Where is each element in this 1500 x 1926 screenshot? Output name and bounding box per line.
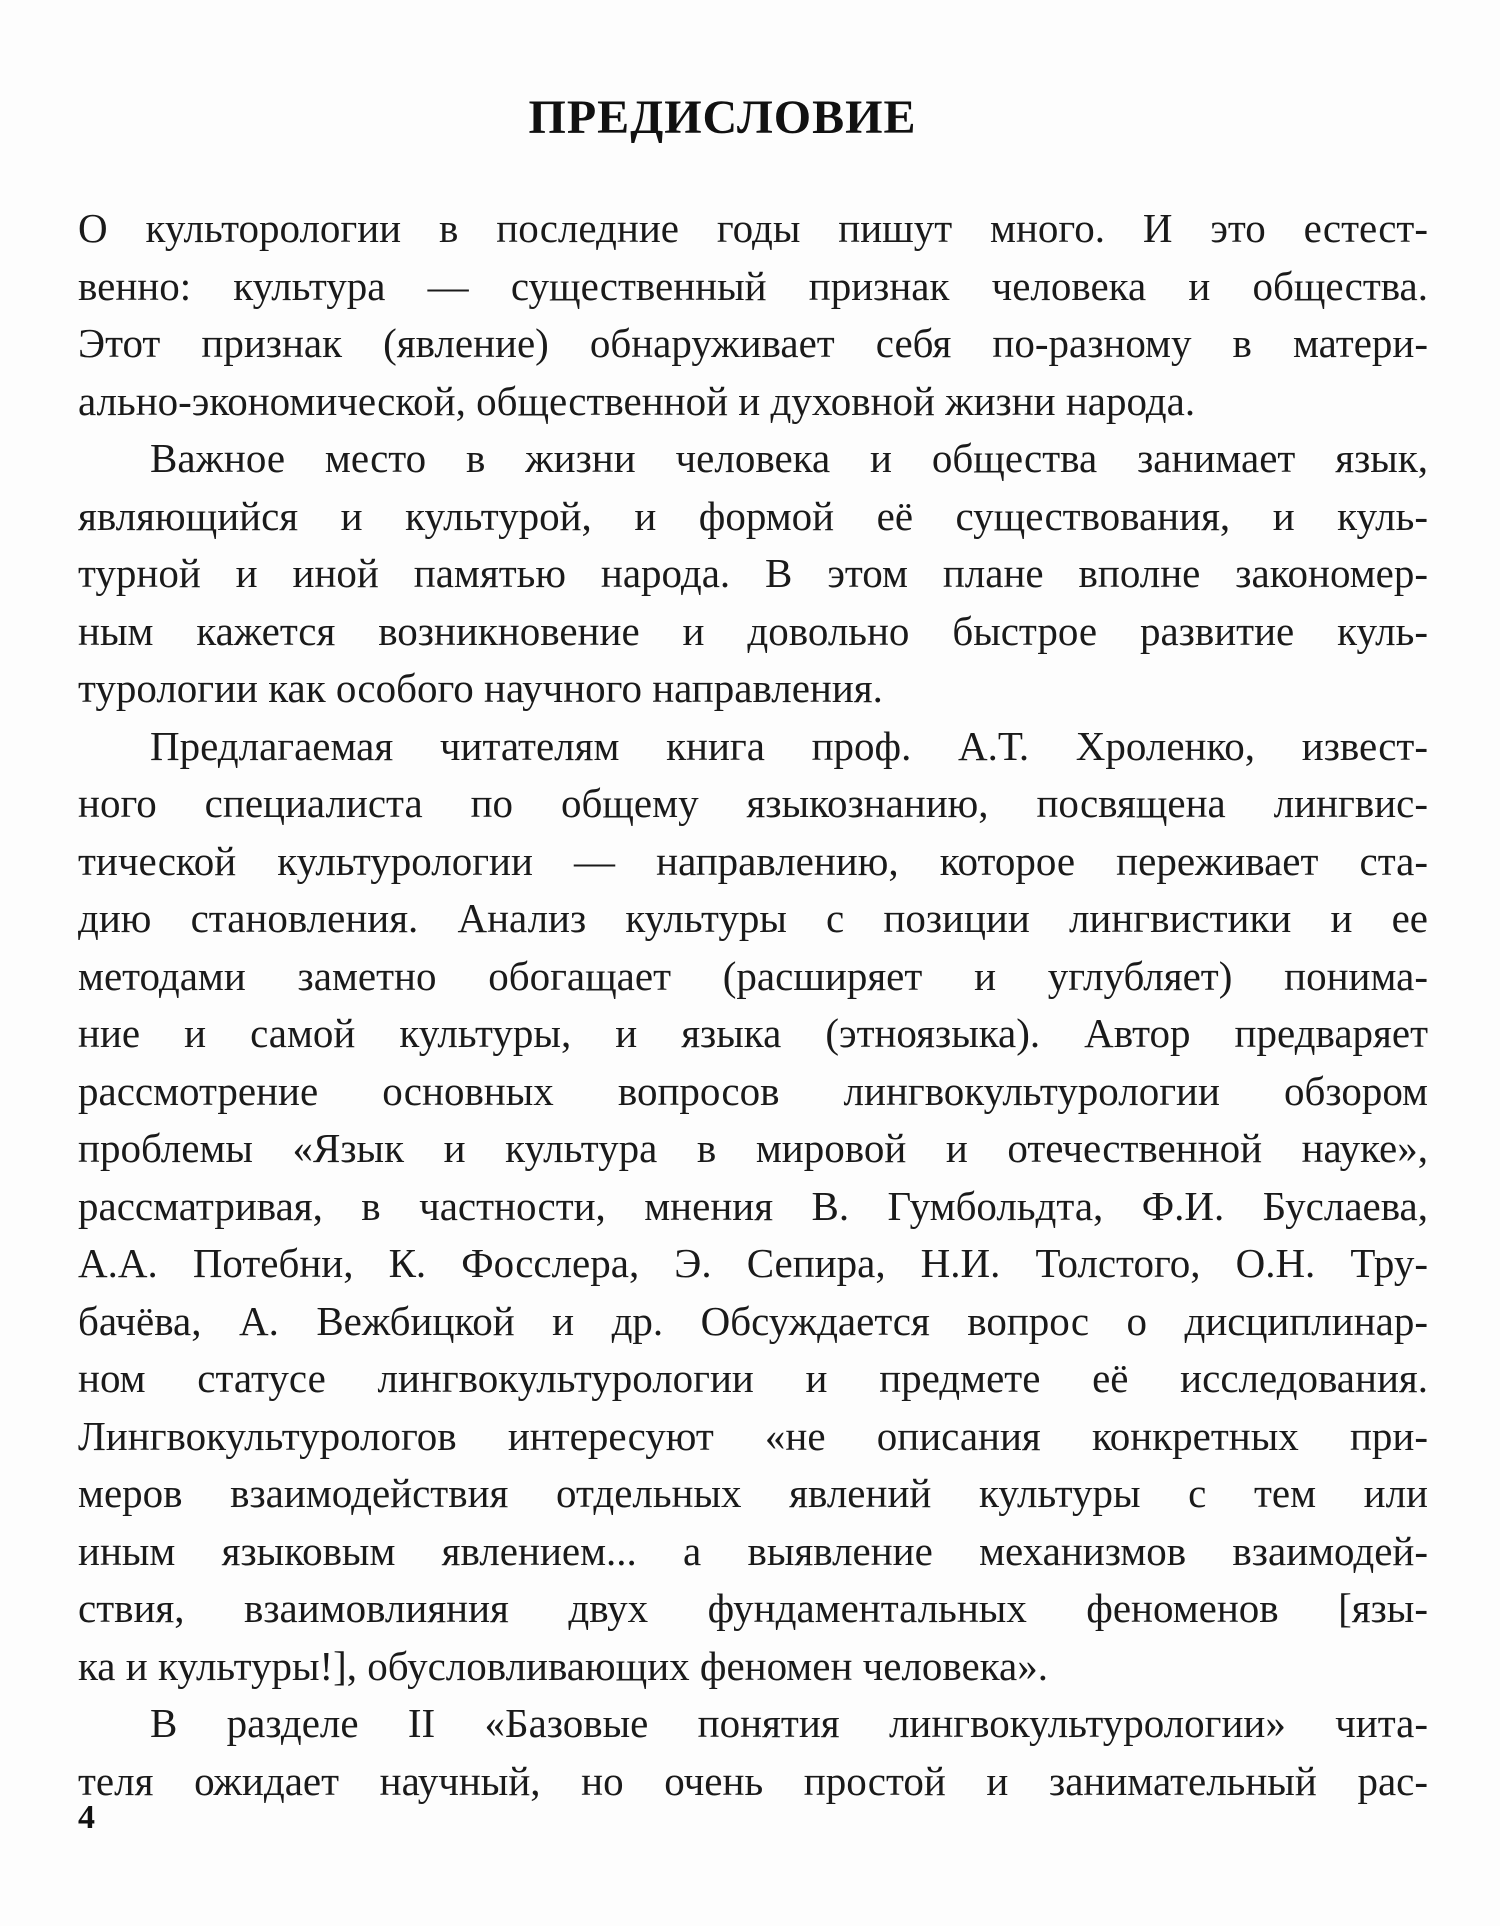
text-line: ного специалиста по общему языкознанию, посвящена лингвис- bbox=[78, 780, 1428, 826]
text-line: Лингвокультурологов интересуют «не описания конкретных при- bbox=[78, 1412, 1428, 1459]
text-line: ка и культуры!], обусловливающих феномен человека». bbox=[78, 1642, 1048, 1689]
text-line: дию становления. Анализ культуры с позиции лингвистики и ее bbox=[78, 895, 1428, 941]
text-line: методами заметно обогащает (расширяет и углубляет) понима- bbox=[78, 952, 1428, 999]
text-line: ствия, взаимовлияния двух фундаментальных феноменов [язы- bbox=[78, 1585, 1428, 1631]
page-title: ПРЕДИСЛОВИЕ bbox=[528, 91, 917, 144]
text-line: турологии как особого научного направления. bbox=[78, 665, 883, 711]
text-line: меров взаимодействия отдельных явлений культуры с тем или bbox=[78, 1470, 1428, 1516]
text-line: Важное место в жизни человека и общества занимает язык, bbox=[150, 435, 1428, 481]
text-line: бачёва, А. Вежбицкой и др. Обсуждается вопрос о дисциплинар- bbox=[78, 1297, 1428, 1344]
text-line: иным языковым явлением... а выявление механизмов взаимодей- bbox=[78, 1527, 1428, 1574]
text-line: рассмотрение основных вопросов лингвокультурологии обзором bbox=[78, 1067, 1428, 1114]
text-line: Предлагаемая читателям книга проф. А.Т. Хроленко, извест- bbox=[150, 722, 1428, 769]
text-line: турной и иной памятью народа. В этом плане вполне закономер- bbox=[78, 550, 1428, 596]
text-line: венно: культура — существенный признак человека и общества. bbox=[78, 262, 1428, 309]
text-line: О культорологии в последние годы пишут много. И это естест- bbox=[78, 205, 1428, 251]
text-line: В разделе II «Базовые понятия лингвокультурологии» чита- bbox=[150, 1700, 1428, 1746]
text-line: теля ожидает научный, но очень простой и занимательный рас- bbox=[78, 1757, 1428, 1804]
text-line: ным кажется возникновение и довольно быстрое развитие куль- bbox=[78, 607, 1428, 654]
preface-body bbox=[78, 200, 1428, 1810]
text-line: Этот признак (явление) обнаруживает себя по-разному в матери- bbox=[78, 320, 1428, 366]
text-line: ном статусе лингвокультурологии и предмете её исследования. bbox=[78, 1355, 1428, 1401]
text-line: рассматривая, в частности, мнения В. Гумбольдта, Ф.И. Буслаева, bbox=[78, 1182, 1428, 1229]
text-line: ально-экономической, общественной и духовной жизни народа. bbox=[78, 377, 1196, 424]
text-line: тической культурологии — направлению, которое переживает ста- bbox=[78, 837, 1428, 884]
text-line: проблемы «Язык и культура в мировой и отечественной науке», bbox=[78, 1125, 1428, 1171]
text-line: А.А. Потебни, К. Фосслера, Э. Сепира, Н.И. Толстого, О.Н. Тру- bbox=[78, 1240, 1428, 1286]
text-line: ние и самой культуры, и языка (этноязыка). Автор предваряет bbox=[78, 1010, 1428, 1056]
page-number: 4 bbox=[78, 1799, 95, 1836]
text-line: являющийся и культурой, и формой её существования, и куль- bbox=[78, 492, 1428, 539]
